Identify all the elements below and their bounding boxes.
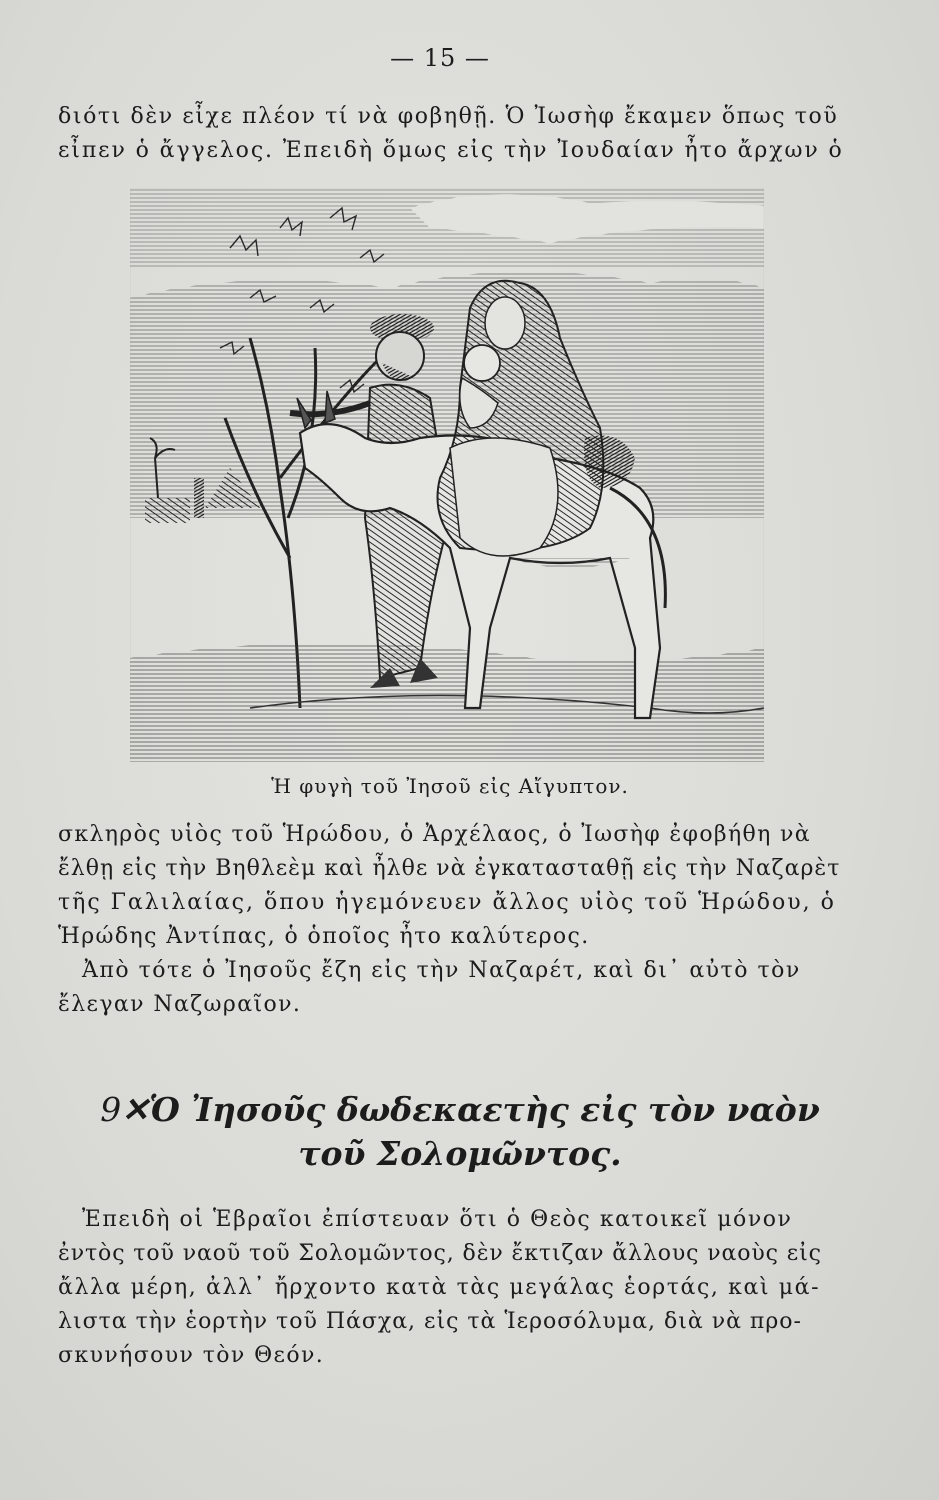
engraving-flight-into-egypt xyxy=(130,188,764,762)
text-line: ἄλλα μέρη, ἀλλ᾽ ἤρχοντο κατὰ τὰς μεγάλας ἑορτάς, καὶ μά- xyxy=(58,1275,821,1300)
ground xyxy=(130,643,764,762)
section-number: 9 xyxy=(100,1090,122,1129)
illustration-caption: Ἡ φυγὴ τοῦ Ἰησοῦ εἰς Αἴγυπτον. xyxy=(271,774,629,798)
text-line: εἶπεν ὁ ἄγγελος. Ἐπειδὴ ὅμως εἰς τὴν Ἰουδαίαν ἦτο ἄρχων ὁ xyxy=(58,138,844,163)
text-line: λιστα τὴν ἑορτὴν τοῦ Πάσχα, εἰς τὰ Ἱεροσόλυμα, διὰ νὰ προ- xyxy=(58,1309,802,1334)
text-line: ἔλεγαν Ναζωραῖον. xyxy=(58,992,302,1017)
text-line: Ἡρώδης Ἀντίπας, ὁ ὁποῖος ἦτο καλύτερος. xyxy=(58,924,590,949)
section-heading xyxy=(0,1088,920,1176)
text-line: ἔλθῃ εἰς τὴν Βηθλεὲμ καὶ ἦλθε νὰ ἐγκατασταθῇ εἰς τὴν Ναζαρὲτ xyxy=(58,856,841,881)
section-title-line-2: τοῦ Σολομῶντος. xyxy=(298,1134,622,1173)
section-title-line-1: 9✕Ὁ Ἰησοῦς δωδεκαετὴς εἰς τὸν ναὸν xyxy=(100,1090,820,1129)
paragraph-3 xyxy=(58,1203,858,1373)
text-line: διότι δὲν εἶχε πλέον τί νὰ φοβηθῇ. Ὁ Ἰωσὴφ ἔκαμεν ὅπως τοῦ xyxy=(58,104,839,129)
text-line: σκυνήσουν τὸν Θεόν. xyxy=(58,1343,325,1368)
text-line: ἐντὸς τοῦ ναοῦ τοῦ Σολομῶντος, δὲν ἔκτιζαν ἄλλους ναοὺς εἰς xyxy=(58,1241,822,1266)
building xyxy=(145,498,190,523)
text-line: Ἀπὸ τότε ὁ Ἰησοῦς ἔζη εἰς τὴν Ναζαρέτ, καὶ δι᾽ αὐτὸ τὸν xyxy=(82,958,801,983)
paragraph-1 xyxy=(58,100,858,168)
obelisk xyxy=(194,478,204,518)
paragraph-2 xyxy=(58,818,858,1022)
text-line: σκληρὸς υἱὸς τοῦ Ἡρώδου, ὁ Ἀρχέλαος, ὁ Ἰωσὴφ ἐφοβήθη νὰ xyxy=(58,822,811,847)
text-line: τῆς Γαλιλαίας, ὅπου ἡγεμόνευεν ἄλλος υἱὸς τοῦ Ἡρώδου, ὁ xyxy=(58,890,836,915)
page-number: — 15 — xyxy=(390,44,490,72)
section-title: Ὁ Ἰησοῦς δωδεκαετὴς εἰς τὸν ναὸν xyxy=(148,1090,820,1129)
text-line: Ἐπειδὴ οἱ Ἑβραῖοι ἐπίστευαν ὅτι ὁ Θεὸς κατοικεῖ μόνον xyxy=(82,1207,793,1232)
